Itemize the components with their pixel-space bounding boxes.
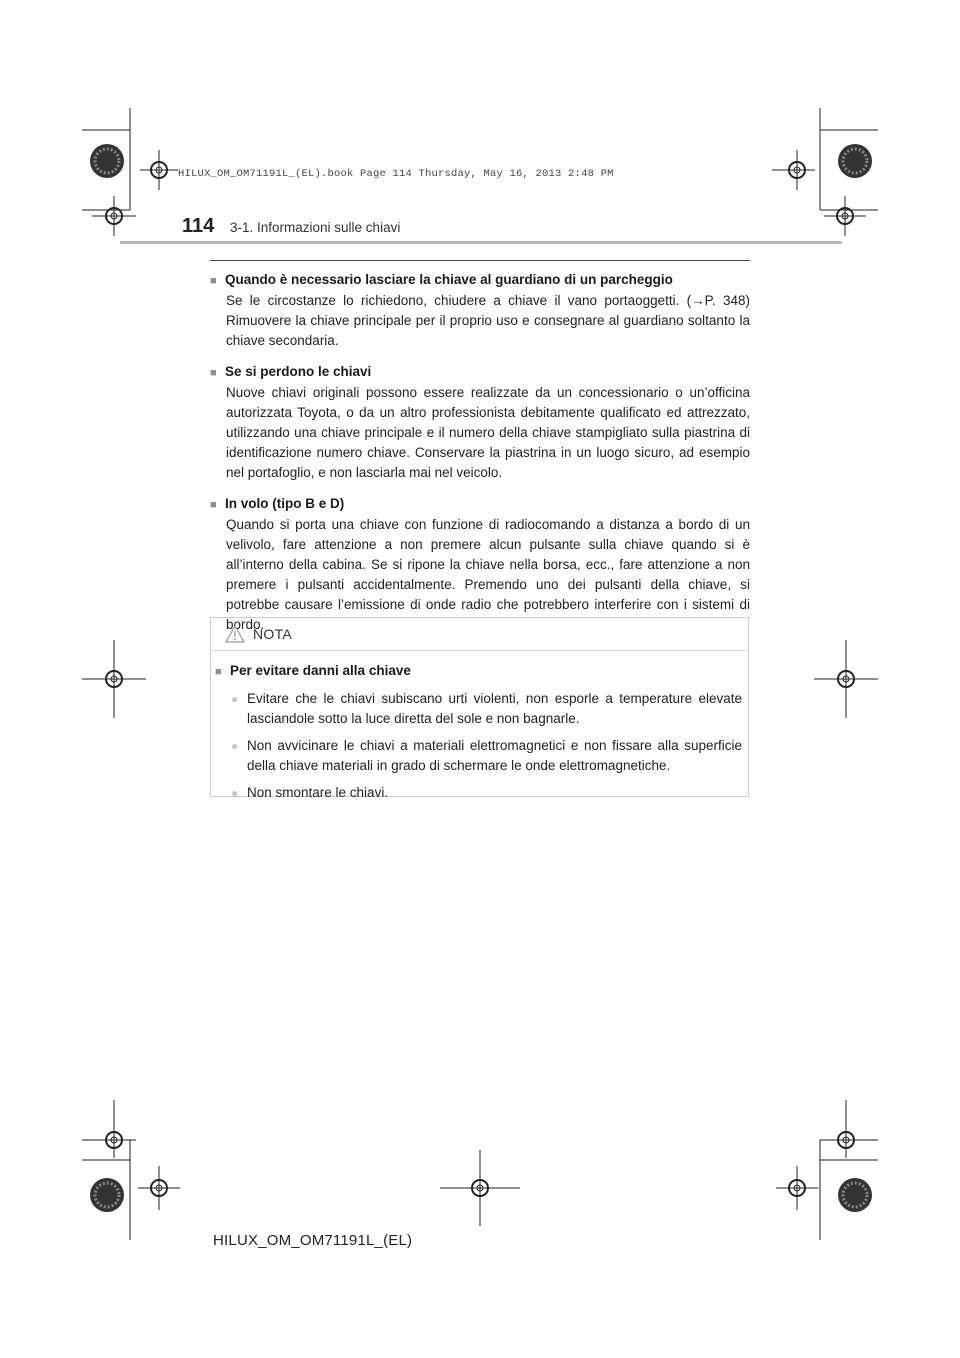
square-bullet-icon: ■ bbox=[210, 367, 217, 379]
header-rule bbox=[120, 241, 842, 244]
nota-bullet-item bbox=[231, 689, 742, 729]
bullet-text: Non smontare le chiavi. bbox=[247, 785, 389, 800]
section-heading-text: Quando è necessario lasciare la chiave al guardiano di un parcheggio bbox=[225, 272, 673, 287]
round-bullet-icon: ● bbox=[231, 692, 239, 706]
round-bullet-icon: ● bbox=[231, 739, 239, 753]
crop-marks-top bbox=[82, 108, 878, 210]
section-heading-text: Se si perdono le chiavi bbox=[225, 364, 372, 379]
section-paragraph: Quando si porta una chiave con funzione di radiocomando a distanza a bordo di un velivolo, fare attenzione a non premere alcun pulsante sulla chiave quando si è all’interno della cabina. Se si ripone la chiave nella borsa, ecc., fare attenzione a non premere i pulsanti accidentalmente. Premendo uno dei pulsanti della chiave, si potrebbe causare l’emissione di onde radio che potrebbero interferire con i sistemi di bordo. bbox=[226, 517, 750, 632]
section-heading bbox=[210, 494, 750, 515]
print-info-line: HILUX_OM_OM71191L_(EL).book Page 114 Thursday, May 16, 2013 2:48 PM bbox=[178, 168, 614, 180]
round-bullet-icon: ● bbox=[231, 786, 239, 800]
square-bullet-icon: ■ bbox=[210, 499, 217, 511]
nota-body bbox=[211, 651, 748, 803]
nota-notice-box bbox=[210, 617, 749, 800]
page-number: 114 bbox=[182, 215, 215, 237]
nota-header bbox=[211, 618, 748, 651]
paragraph-text-start: Se le circostanze lo richiedono, chiudere a chiave il vano portaoggetti. ( bbox=[226, 293, 692, 308]
section-heading bbox=[210, 362, 750, 383]
bullet-text: Non avvicinare le chiavi a materiali elettromagnetici e non fissare alla superficie della chiave materiali in grado di schermare le onde elettromagnetiche. bbox=[247, 738, 742, 773]
nota-bullet-item bbox=[231, 783, 742, 803]
nota-bullet-item bbox=[231, 736, 742, 776]
footer-document-code: HILUX_OM_OM71191L_(EL) bbox=[213, 1232, 413, 1249]
section-valet bbox=[210, 270, 750, 351]
warning-triangle-icon bbox=[225, 625, 245, 643]
main-content bbox=[210, 270, 750, 646]
section-lost-keys bbox=[210, 362, 750, 483]
square-bullet-icon: ■ bbox=[215, 666, 222, 678]
section-title: 3-1. Informazioni sulle chiavi bbox=[230, 220, 401, 235]
section-paragraph: Nuove chiavi originali possono essere realizzate da un concessionario o un’officina autorizzata Toyota, o da un altro professionista debitamente qualificato ed attrezzato, utilizzando una chiave principale e il numero della chiave stampigliato sulla piastrina di identificazione numero chiave. Conservare la piastrina in un luogo sicuro, ad esempio nel portafoglio, e non lasciarla mai nel veicolo. bbox=[226, 385, 750, 480]
arrow-icon: → bbox=[691, 293, 705, 308]
square-bullet-icon: ■ bbox=[210, 275, 217, 287]
section-heading bbox=[210, 270, 750, 291]
content-divider bbox=[210, 260, 750, 261]
section-paragraph bbox=[226, 291, 750, 351]
nota-heading bbox=[215, 661, 742, 682]
nota-title: NOTA bbox=[253, 626, 293, 642]
page-reference-text[interactable]: P. 348) Rimuovere la chiave principale per il proprio uso e consegnare al guardiano soltanto la chiave secondaria. bbox=[226, 293, 750, 348]
bullet-text: Evitare che le chiavi subiscano urti violenti, non esporle a temperature elevate lasciandole sotto la luce diretta del sole e non bagnarle. bbox=[247, 691, 742, 726]
section-in-flight bbox=[210, 494, 750, 635]
nota-heading-text: Per evitare danni alla chiave bbox=[230, 663, 411, 678]
section-heading-text: In volo (tipo B e D) bbox=[225, 496, 345, 511]
